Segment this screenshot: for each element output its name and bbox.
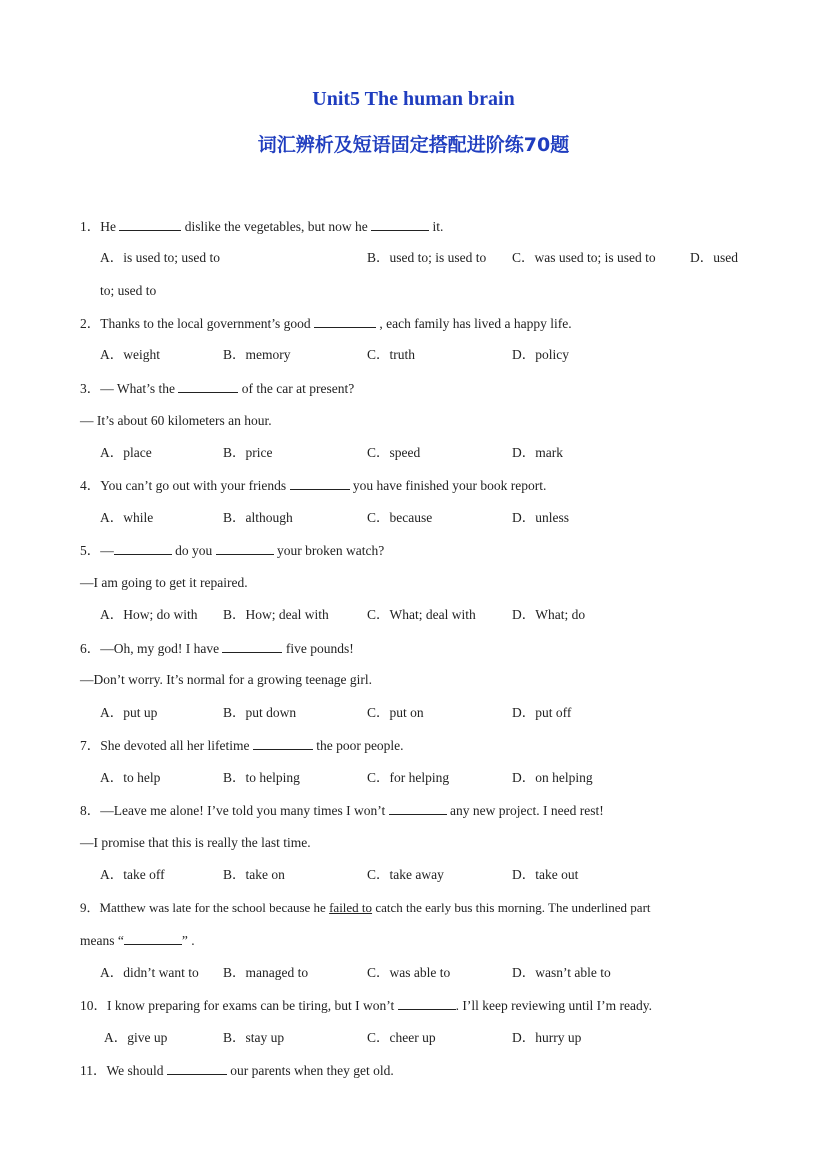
option-b: B．used to; is used to	[367, 250, 487, 265]
question-8-reply: —I promise that this is really the last time.	[80, 835, 311, 850]
answer-blank	[253, 737, 313, 750]
question-9-line2: means “ ” .	[80, 933, 195, 948]
option-d: D．hurry up	[512, 1030, 582, 1045]
page-subtitle: 词汇辨析及短语固定搭配进阶练70题	[257, 134, 570, 156]
option-a: A．How; do with	[100, 607, 198, 622]
question-5: 5．— do you your broken watch?	[80, 543, 385, 558]
underlined-phrase: failed to	[329, 900, 373, 915]
option-d: D．wasn’t able to	[512, 965, 611, 980]
answer-blank	[389, 802, 447, 815]
option-c: C．for helping	[367, 770, 450, 785]
option-d: D．mark	[512, 445, 563, 460]
option-c: C．cheer up	[367, 1030, 436, 1045]
question-7: 7．She devoted all her lifetime the poor people.	[80, 738, 404, 753]
option-b: B．price	[223, 445, 273, 460]
question-3: 3．— What’s the of the car at present?	[80, 381, 355, 396]
question-6-reply: —Don’t worry. It’s normal for a growing teenage girl.	[80, 672, 373, 687]
answer-blank	[167, 1062, 227, 1075]
option-a: A．give up	[104, 1030, 168, 1045]
option-d: D．put off	[512, 705, 572, 720]
option-c: C．because	[367, 510, 433, 525]
question-8: 8．—Leave me alone! I’ve told you many times I won’t any new project. I need rest!	[80, 803, 604, 818]
answer-blank	[216, 542, 274, 555]
option-d: D．unless	[512, 510, 569, 525]
option-c: C．put on	[367, 705, 424, 720]
option-c: C．truth	[367, 347, 416, 362]
option-b: B．memory	[223, 347, 291, 362]
option-b: B．take on	[223, 867, 285, 882]
option-a: A．take off	[100, 867, 165, 882]
question-11: 11．We should our parents when they get old.	[80, 1063, 394, 1078]
answer-blank	[124, 932, 182, 945]
option-b: B．stay up	[223, 1030, 285, 1045]
question-1: 1．He dislike the vegetables, but now he it.	[80, 219, 444, 234]
option-b: B．managed to	[223, 965, 309, 980]
option-d: D．take out	[512, 867, 579, 882]
answer-blank	[290, 477, 350, 490]
option-b: B．put down	[223, 705, 297, 720]
option-d-continued: to; used to	[100, 283, 157, 298]
answer-blank	[119, 218, 181, 231]
question-3-reply: — It’s about 60 kilometers an hour.	[80, 413, 272, 428]
question-6: 6．—Oh, my god! I have five pounds!	[80, 641, 354, 656]
option-d: D．used	[690, 250, 738, 265]
option-b: B．to helping	[223, 770, 300, 785]
option-a: A．while	[100, 510, 154, 525]
option-d: D．policy	[512, 347, 569, 362]
option-c: C．speed	[367, 445, 421, 460]
page-title: Unit5 The human brain	[312, 88, 515, 110]
option-d: D．on helping	[512, 770, 593, 785]
option-a: A．to help	[100, 770, 161, 785]
question-2: 2．Thanks to the local government’s good , each family has lived a happy life.	[80, 316, 572, 331]
option-b: B．How; deal with	[223, 607, 329, 622]
option-a: A．put up	[100, 705, 158, 720]
answer-blank	[371, 218, 429, 231]
answer-blank	[114, 542, 172, 555]
option-a: A．didn’t want to	[100, 965, 199, 980]
option-c: C．What; deal with	[367, 607, 476, 622]
question-4: 4．You can’t go out with your friends you have finished your book report.	[80, 478, 547, 493]
option-a: A．is used to; used to	[100, 250, 220, 265]
answer-blank	[314, 315, 376, 328]
question-9: 9．Matthew was late for the school because he failed to catch the early bus this morning. The underlined part	[80, 900, 651, 915]
option-a: A．place	[100, 445, 152, 460]
option-d: D．What; do	[512, 607, 586, 622]
option-b: B．although	[223, 510, 293, 525]
option-a: A．weight	[100, 347, 160, 362]
option-c: C．was used to; is used to	[512, 250, 656, 265]
answer-blank	[398, 997, 456, 1010]
answer-blank	[222, 640, 282, 653]
question-5-reply: —I am going to get it repaired.	[80, 575, 248, 590]
question-10: 10．I know preparing for exams can be tiring, but I won’t . I’ll keep reviewing until I’m ready.	[80, 998, 652, 1013]
answer-blank	[178, 380, 238, 393]
option-c: C．was able to	[367, 965, 451, 980]
option-c: C．take away	[367, 867, 444, 882]
